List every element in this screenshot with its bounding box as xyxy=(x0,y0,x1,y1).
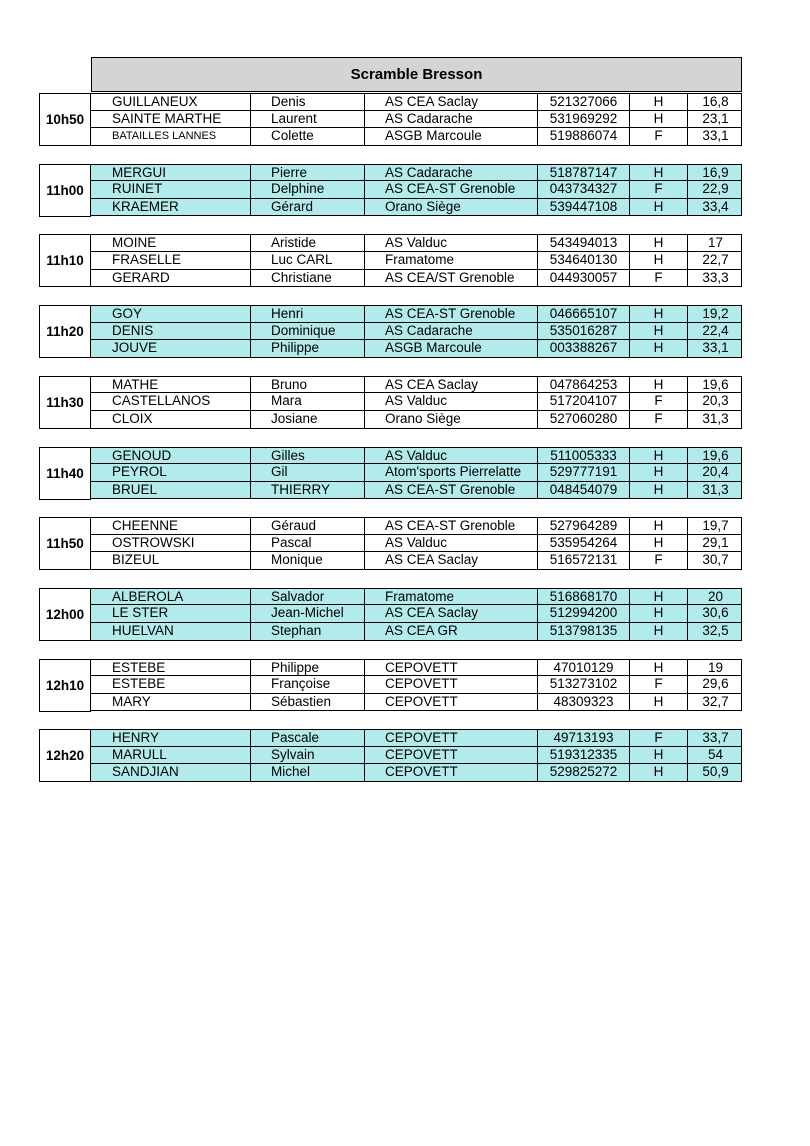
tee-time-label: 12h10 xyxy=(39,659,91,712)
player-license: 048454079 xyxy=(537,482,629,499)
player-club: CEPOVETT xyxy=(364,676,537,693)
player-row xyxy=(90,676,742,694)
player-license: 516868170 xyxy=(537,589,629,605)
player-club: AS CEA Saclay xyxy=(364,552,537,569)
player-club: AS CEA GR xyxy=(364,623,537,640)
player-club: AS Cadarache xyxy=(364,111,537,128)
player-first-name: Jean-Michel xyxy=(250,605,364,622)
player-handicap: 54 xyxy=(687,747,743,764)
player-first-name: Denis xyxy=(250,94,364,110)
player-license: 003388267 xyxy=(537,340,629,357)
player-first-name: Colette xyxy=(250,128,364,145)
player-row xyxy=(90,393,742,411)
player-license: 543494013 xyxy=(537,235,629,251)
player-first-name: Gilles xyxy=(250,448,364,464)
player-license: 529777191 xyxy=(537,464,629,481)
player-license: 531969292 xyxy=(537,111,629,128)
tee-time-label: 11h50 xyxy=(39,517,91,570)
player-sex: H xyxy=(629,660,687,676)
player-sex: H xyxy=(629,448,687,464)
player-license: 535016287 xyxy=(537,323,629,340)
player-license: 516572131 xyxy=(537,552,629,569)
player-row xyxy=(90,164,742,182)
tee-time-label: 12h00 xyxy=(39,588,91,641)
player-last-name: MARULL xyxy=(112,746,167,762)
player-first-name: Philippe xyxy=(250,340,364,357)
tee-time-label: 10h50 xyxy=(39,93,91,146)
tee-time-label: 11h10 xyxy=(39,234,91,287)
player-last-name: BRUEL xyxy=(112,481,158,497)
player-club: CEPOVETT xyxy=(364,660,537,676)
player-sex: H xyxy=(629,165,687,181)
player-handicap: 19,6 xyxy=(687,377,743,393)
tee-time-group xyxy=(39,447,742,500)
player-club: Atom'sports Pierrelatte xyxy=(364,464,537,481)
player-sex: H xyxy=(629,377,687,393)
tee-time-label: 11h40 xyxy=(39,447,91,500)
player-last-name: PEYROL xyxy=(112,464,167,480)
player-last-name: MERGUI xyxy=(112,164,166,180)
player-sex: H xyxy=(629,464,687,481)
player-last-name: HUELVAN xyxy=(112,623,174,639)
player-row xyxy=(90,535,742,553)
player-row xyxy=(90,128,742,146)
player-last-name: FRASELLE xyxy=(112,251,182,267)
player-first-name: Luc CARL xyxy=(250,252,364,269)
player-sex: F xyxy=(629,552,687,569)
player-license: 047864253 xyxy=(537,377,629,393)
player-last-name: RUINET xyxy=(112,181,163,197)
player-sex: F xyxy=(629,181,687,198)
player-handicap: 31,3 xyxy=(687,482,743,499)
player-row xyxy=(90,694,742,712)
player-club: ASGB Marcoule xyxy=(364,128,537,145)
player-license: 512994200 xyxy=(537,605,629,622)
player-handicap: 29,6 xyxy=(687,676,743,693)
player-club: AS Cadarache xyxy=(364,165,537,181)
player-last-name: MATHE xyxy=(112,376,159,392)
player-handicap: 16,9 xyxy=(687,165,743,181)
player-handicap: 33,1 xyxy=(687,128,743,145)
player-row xyxy=(90,552,742,570)
player-sex: H xyxy=(629,94,687,110)
tee-time-label: 11h20 xyxy=(39,305,91,358)
player-club: AS CEA-ST Grenoble xyxy=(364,181,537,198)
player-first-name: Michel xyxy=(250,764,364,781)
player-license: 517204107 xyxy=(537,393,629,410)
player-sex: H xyxy=(629,482,687,499)
player-row xyxy=(90,447,742,465)
player-license: 527060280 xyxy=(537,411,629,428)
player-first-name: Josiane xyxy=(250,411,364,428)
tee-time-group xyxy=(39,164,742,217)
player-club: AS CEA-ST Grenoble xyxy=(364,306,537,322)
player-handicap: 32,7 xyxy=(687,694,743,711)
player-last-name: ESTEBE xyxy=(112,659,166,675)
player-first-name: THIERRY xyxy=(250,482,364,499)
player-sex: H xyxy=(629,535,687,552)
player-club: CEPOVETT xyxy=(364,764,537,781)
player-club: AS Valduc xyxy=(364,235,537,251)
player-last-name: HENRY xyxy=(112,730,160,746)
player-first-name: Salvador xyxy=(250,589,364,605)
player-row xyxy=(90,234,742,252)
player-handicap: 20 xyxy=(687,589,743,605)
player-row xyxy=(90,659,742,677)
player-first-name: Françoise xyxy=(250,676,364,693)
player-club: AS CEA-ST Grenoble xyxy=(364,482,537,499)
player-row xyxy=(90,605,742,623)
player-handicap: 19,7 xyxy=(687,518,743,534)
player-club: AS CEA Saclay xyxy=(364,94,537,110)
player-sex: H xyxy=(629,623,687,640)
player-row xyxy=(90,729,742,747)
player-club: AS CEA-ST Grenoble xyxy=(364,518,537,534)
player-row xyxy=(90,623,742,641)
player-first-name: Gérard xyxy=(250,199,364,216)
player-last-name: OSTROWSKI xyxy=(112,534,195,550)
player-last-name: GENOUD xyxy=(112,447,172,463)
player-license: 046665107 xyxy=(537,306,629,322)
player-license: 518787147 xyxy=(537,165,629,181)
player-first-name: Pascale xyxy=(250,730,364,746)
player-last-name: JOUVE xyxy=(112,340,158,356)
tee-time-group xyxy=(39,376,742,429)
player-license: 513273102 xyxy=(537,676,629,693)
player-license: 47010129 xyxy=(537,660,629,676)
player-handicap: 17 xyxy=(687,235,743,251)
player-license: 534640130 xyxy=(537,252,629,269)
player-handicap: 19 xyxy=(687,660,743,676)
player-handicap: 16,8 xyxy=(687,94,743,110)
player-sex: F xyxy=(629,270,687,287)
player-last-name: SAINTE MARTHE xyxy=(112,110,222,126)
player-last-name: MOINE xyxy=(112,235,157,251)
player-row xyxy=(90,764,742,782)
player-first-name: Henri xyxy=(250,306,364,322)
player-first-name: Christiane xyxy=(250,270,364,287)
player-club: Orano Siège xyxy=(364,411,537,428)
player-row xyxy=(90,517,742,535)
tee-time-label: 11h00 xyxy=(39,164,91,217)
player-last-name: SANDJIAN xyxy=(112,764,179,780)
tee-time-group xyxy=(39,659,742,712)
tee-time-label: 12h20 xyxy=(39,729,91,782)
player-row xyxy=(90,482,742,500)
player-row xyxy=(90,93,742,111)
player-license: 521327066 xyxy=(537,94,629,110)
player-row xyxy=(90,340,742,358)
player-license: 519312335 xyxy=(537,747,629,764)
player-last-name: GERARD xyxy=(112,269,170,285)
player-sex: H xyxy=(629,323,687,340)
player-sex: H xyxy=(629,589,687,605)
player-license: 49713193 xyxy=(537,730,629,746)
player-last-name: CLOIX xyxy=(112,410,153,426)
player-club: AS Valduc xyxy=(364,393,537,410)
player-row xyxy=(90,252,742,270)
player-sex: H xyxy=(629,306,687,322)
player-sex: H xyxy=(629,199,687,216)
player-row xyxy=(90,111,742,129)
player-club: Orano Siège xyxy=(364,199,537,216)
player-club: ASGB Marcoule xyxy=(364,340,537,357)
player-row xyxy=(90,411,742,429)
player-handicap: 33,4 xyxy=(687,199,743,216)
player-handicap: 19,2 xyxy=(687,306,743,322)
player-first-name: Delphine xyxy=(250,181,364,198)
player-club: Framatome xyxy=(364,252,537,269)
player-first-name: Sébastien xyxy=(250,694,364,711)
player-last-name: ALBEROLA xyxy=(112,588,184,604)
player-row xyxy=(90,747,742,765)
player-first-name: Philippe xyxy=(250,660,364,676)
player-club: AS Valduc xyxy=(364,535,537,552)
player-sex: H xyxy=(629,235,687,251)
player-handicap: 30,6 xyxy=(687,605,743,622)
player-handicap: 33,1 xyxy=(687,340,743,357)
player-first-name: Laurent xyxy=(250,111,364,128)
player-handicap: 33,3 xyxy=(687,270,743,287)
player-handicap: 20,3 xyxy=(687,393,743,410)
player-row xyxy=(90,376,742,394)
player-sex: F xyxy=(629,676,687,693)
player-sex: H xyxy=(629,111,687,128)
player-handicap: 22,9 xyxy=(687,181,743,198)
player-sex: F xyxy=(629,128,687,145)
player-handicap: 29,1 xyxy=(687,535,743,552)
player-row xyxy=(90,305,742,323)
player-license: 539447108 xyxy=(537,199,629,216)
player-last-name: GOY xyxy=(112,306,143,322)
player-license: 48309323 xyxy=(537,694,629,711)
player-row xyxy=(90,270,742,288)
player-last-name: ESTEBE xyxy=(112,676,166,692)
tee-time-label: 11h30 xyxy=(39,376,91,429)
player-club: Framatome xyxy=(364,589,537,605)
player-handicap: 30,7 xyxy=(687,552,743,569)
player-club: AS CEA/ST Grenoble xyxy=(364,270,537,287)
tee-time-group xyxy=(39,729,742,782)
player-row xyxy=(90,588,742,606)
player-first-name: Pierre xyxy=(250,165,364,181)
player-last-name: MARY xyxy=(112,693,151,709)
player-sex: H xyxy=(629,764,687,781)
tee-time-group xyxy=(39,234,742,287)
player-handicap: 31,3 xyxy=(687,411,743,428)
player-club: CEPOVETT xyxy=(364,694,537,711)
player-license: 529825272 xyxy=(537,764,629,781)
player-first-name: Aristide xyxy=(250,235,364,251)
player-last-name: KRAEMER xyxy=(112,198,179,214)
player-handicap: 22,4 xyxy=(687,323,743,340)
player-club: AS Cadarache xyxy=(364,323,537,340)
player-handicap: 19,6 xyxy=(687,448,743,464)
tee-time-group xyxy=(39,517,742,570)
player-last-name: LE STER xyxy=(112,605,169,621)
player-handicap: 33,7 xyxy=(687,730,743,746)
player-handicap: 32,5 xyxy=(687,623,743,640)
player-license: 527964289 xyxy=(537,518,629,534)
player-sex: F xyxy=(629,393,687,410)
player-first-name: Géraud xyxy=(250,518,364,534)
player-sex: H xyxy=(629,605,687,622)
player-row xyxy=(90,323,742,341)
player-sex: H xyxy=(629,340,687,357)
player-license: 511005333 xyxy=(537,448,629,464)
player-first-name: Sylvain xyxy=(250,747,364,764)
player-club: CEPOVETT xyxy=(364,730,537,746)
player-first-name: Pascal xyxy=(250,535,364,552)
tee-time-group xyxy=(39,305,742,358)
player-sex: H xyxy=(629,747,687,764)
player-row xyxy=(90,199,742,217)
player-row xyxy=(90,464,742,482)
player-last-name: CHEENNE xyxy=(112,518,179,534)
player-last-name: CASTELLANOS xyxy=(112,393,211,409)
player-license: 043734327 xyxy=(537,181,629,198)
player-sex: H xyxy=(629,694,687,711)
player-sex: F xyxy=(629,730,687,746)
player-handicap: 20,4 xyxy=(687,464,743,481)
player-last-name: DENIS xyxy=(112,322,154,338)
player-sex: F xyxy=(629,411,687,428)
player-license: 513798135 xyxy=(537,623,629,640)
tee-time-group xyxy=(39,588,742,641)
player-club: AS CEA Saclay xyxy=(364,605,537,622)
player-license: 044930057 xyxy=(537,270,629,287)
tee-time-group xyxy=(39,93,742,146)
player-first-name: Monique xyxy=(250,552,364,569)
player-handicap: 23,1 xyxy=(687,111,743,128)
player-last-name: BATAILLES LANNES xyxy=(112,130,217,143)
player-first-name: Stephan xyxy=(250,623,364,640)
player-row xyxy=(90,181,742,199)
player-first-name: Bruno xyxy=(250,377,364,393)
player-club: AS CEA Saclay xyxy=(364,377,537,393)
player-club: CEPOVETT xyxy=(364,747,537,764)
player-handicap: 22,7 xyxy=(687,252,743,269)
player-license: 519886074 xyxy=(537,128,629,145)
player-sex: H xyxy=(629,518,687,534)
player-handicap: 50,9 xyxy=(687,764,743,781)
player-sex: H xyxy=(629,252,687,269)
page-title: Scramble Bresson xyxy=(91,57,742,92)
player-last-name: GUILLANEUX xyxy=(112,94,198,109)
player-license: 535954264 xyxy=(537,535,629,552)
player-first-name: Mara xyxy=(250,393,364,410)
player-club: AS Valduc xyxy=(364,448,537,464)
player-first-name: Gil xyxy=(250,464,364,481)
player-first-name: Dominique xyxy=(250,323,364,340)
player-last-name: BIZEUL xyxy=(112,552,160,568)
